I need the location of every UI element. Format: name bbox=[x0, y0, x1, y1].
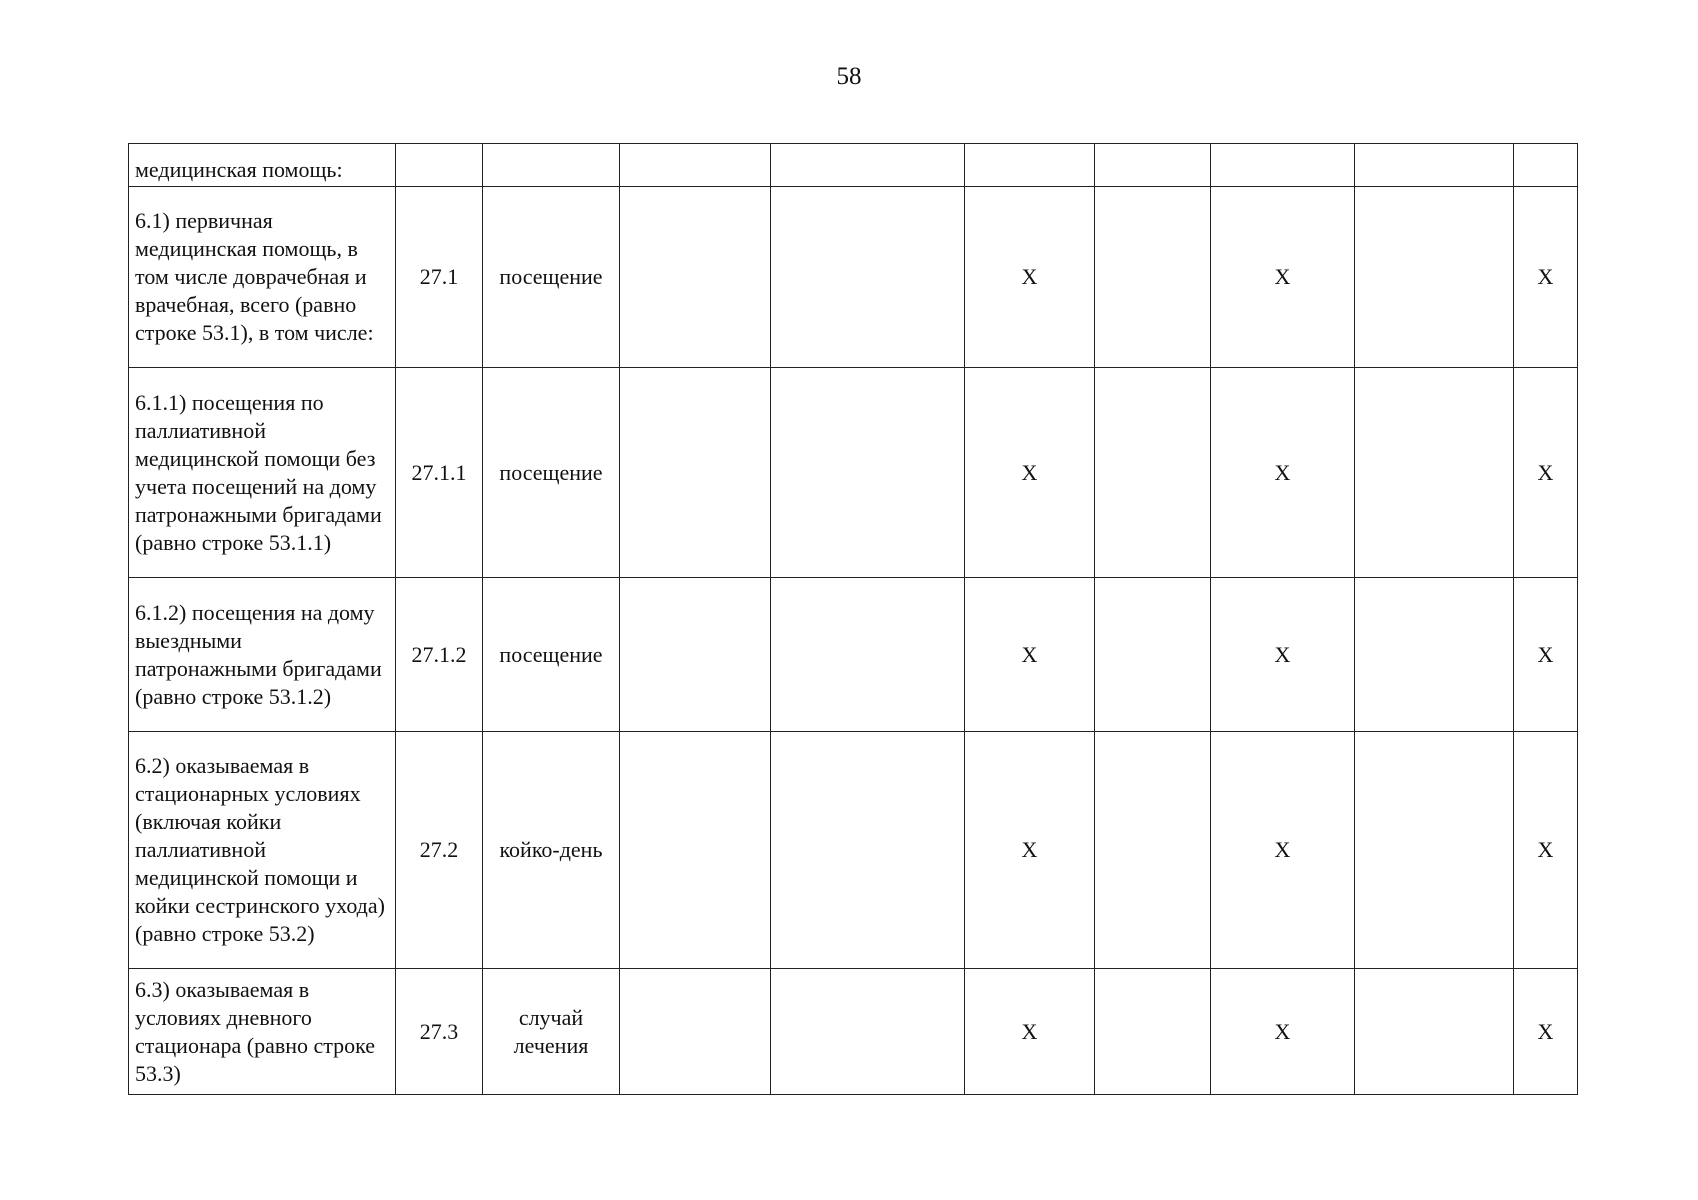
x-mark-cell: X bbox=[1211, 368, 1355, 578]
table-row bbox=[129, 732, 1578, 969]
value-cell bbox=[771, 368, 965, 578]
value-cell bbox=[1095, 368, 1211, 578]
row-code-cell: 27.1 bbox=[396, 187, 483, 368]
x-mark-cell: X bbox=[1211, 578, 1355, 732]
value-cell bbox=[1514, 144, 1578, 187]
table-row bbox=[129, 969, 1578, 1095]
x-mark-cell: X bbox=[965, 368, 1095, 578]
x-mark-cell: X bbox=[965, 732, 1095, 969]
value-cell bbox=[1355, 969, 1514, 1095]
x-mark-cell: X bbox=[1211, 187, 1355, 368]
row-unit-cell: случай лечения bbox=[483, 969, 620, 1095]
value-cell bbox=[1355, 144, 1514, 187]
value-cell bbox=[1095, 732, 1211, 969]
value-cell bbox=[1095, 144, 1211, 187]
row-unit-cell: посещение bbox=[483, 578, 620, 732]
row-code-cell: 27.3 bbox=[396, 969, 483, 1095]
row-code-cell: 27.1.2 bbox=[396, 578, 483, 732]
row-code-cell bbox=[396, 144, 483, 187]
x-mark-cell: X bbox=[1211, 969, 1355, 1095]
value-cell bbox=[1095, 969, 1211, 1095]
row-unit-cell: посещение bbox=[483, 368, 620, 578]
x-mark-cell: X bbox=[965, 969, 1095, 1095]
row-name-cell: 6.2) оказываемая в стационарных условиях (включая койки паллиативной медицинской помощи и койки сестринского ухода) (равно строке 53.2) bbox=[129, 732, 396, 969]
x-mark-cell: X bbox=[1211, 732, 1355, 969]
row-name-cell: 6.1) первичная медицинская помощь, в том числе доврачебная и врачебная, всего (равно строке 53.1), в том числе: bbox=[129, 187, 396, 368]
value-cell bbox=[1355, 732, 1514, 969]
value-cell bbox=[620, 144, 771, 187]
value-cell bbox=[771, 732, 965, 969]
value-cell bbox=[620, 368, 771, 578]
table-row bbox=[129, 187, 1578, 368]
x-mark-cell: X bbox=[1514, 187, 1578, 368]
value-cell bbox=[771, 187, 965, 368]
row-name-cell: медицинская помощь: bbox=[129, 144, 396, 187]
row-code-cell: 27.2 bbox=[396, 732, 483, 969]
value-cell bbox=[620, 578, 771, 732]
value-cell bbox=[1355, 578, 1514, 732]
table-row bbox=[129, 578, 1578, 732]
x-mark-cell: X bbox=[965, 578, 1095, 732]
x-mark-cell: X bbox=[1514, 732, 1578, 969]
value-cell bbox=[1355, 187, 1514, 368]
row-name-cell: 6.3) оказываемая в условиях дневного стационара (равно строке 53.3) bbox=[129, 969, 396, 1095]
value-cell bbox=[1095, 578, 1211, 732]
x-mark-cell: X bbox=[965, 187, 1095, 368]
row-unit-cell: посещение bbox=[483, 187, 620, 368]
x-mark-cell: X bbox=[1514, 969, 1578, 1095]
row-code-cell: 27.1.1 bbox=[396, 368, 483, 578]
page-number: 58 bbox=[836, 63, 862, 90]
value-cell bbox=[771, 578, 965, 732]
value-cell bbox=[620, 187, 771, 368]
value-cell bbox=[965, 144, 1095, 187]
x-mark-cell: X bbox=[1514, 368, 1578, 578]
value-cell bbox=[1355, 368, 1514, 578]
row-unit-cell bbox=[483, 144, 620, 187]
data-table bbox=[128, 143, 1578, 1095]
value-cell bbox=[771, 969, 965, 1095]
row-unit-cell: койко-день bbox=[483, 732, 620, 969]
table-row bbox=[129, 368, 1578, 578]
value-cell bbox=[1211, 144, 1355, 187]
value-cell bbox=[771, 144, 965, 187]
table-row bbox=[129, 144, 1578, 187]
value-cell bbox=[620, 969, 771, 1095]
row-name-cell: 6.1.1) посещения по паллиативной медицинской помощи без учета посещений на дому патронажными бригадами (равно строке 53.1.1) bbox=[129, 368, 396, 578]
x-mark-cell: X bbox=[1514, 578, 1578, 732]
value-cell bbox=[620, 732, 771, 969]
value-cell bbox=[1095, 187, 1211, 368]
row-name-cell: 6.1.2) посещения на дому выездными патронажными бригадами (равно строке 53.1.2) bbox=[129, 578, 396, 732]
